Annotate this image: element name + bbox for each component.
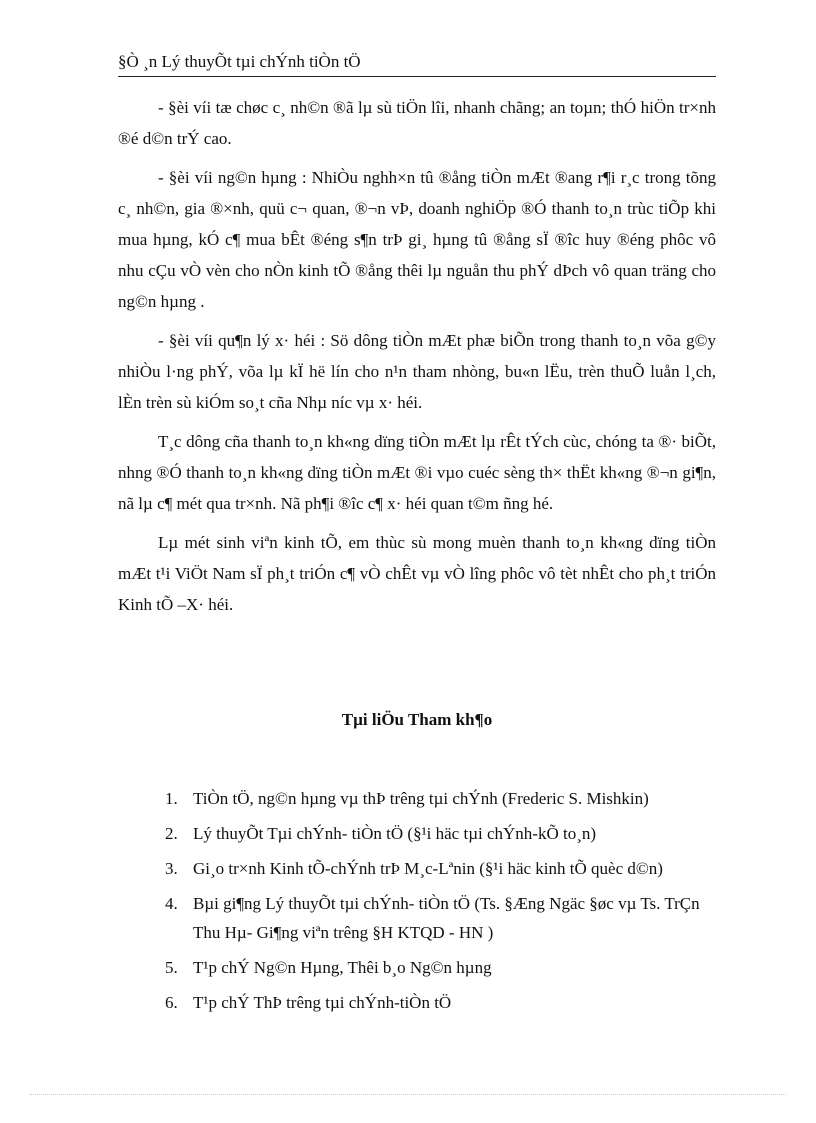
reference-item — [165, 988, 725, 1017]
paragraph: - §èi víi tæ chøc c¸ nh©n ®ã lµ sù tiÖn lîi, nhanh chãng; an toµn; thÓ hiÖn tr×nh ®é d©n trÝ cao. — [118, 98, 716, 148]
references-heading: Tµi liÖu Tham kh¶o — [341, 710, 493, 729]
paragraph: - §èi víi qu¶n lý x· héi : Sö dông tiÒn mÆt phæ biÕn trong thanh to¸n võa g©y nhiÒu l·ng phÝ, võa lµ kÏ hë lín cho n¹n tham nhòng, bu«n lËu, trèn thuÕ luån l¸ch, lÈn trèn sù kiÓm so¸t cña Nhµ níc vµ x· héi. — [118, 331, 716, 412]
page-header — [118, 50, 716, 77]
reference-item — [165, 953, 725, 982]
reference-item — [165, 819, 725, 848]
reference-number: 3. — [165, 859, 178, 878]
reference-number: 6. — [165, 993, 178, 1012]
paragraph: T¸c dông cña thanh to¸n kh«ng dïng tiÒn mÆt lµ rÊt tÝch cùc, chóng ta ®· biÕt, nhng ®Ó thanh to¸n kh«ng dïng tiÒn mÆt ®i vµo cuéc sèng th× thËt kh«ng ®¬n gi¶n, nã lµ c¶ mét qua tr×nh. Nã ph¶i ®îc c¶ x· héi quan t©m ñng hé. — [118, 432, 716, 513]
reference-number: 4. — [165, 894, 178, 913]
reference-text: T¹p chÝ Ng©n Hµng, Thêi b¸o Ng©n hµng — [193, 958, 492, 977]
paragraph: - §èi víi ng©n hµng : NhiÒu nghh×n tû ®ång tiÒn mÆt ®ang r¶i r¸c trong tõng c¸ nh©n, gia ®×nh, quü c¬ quan, ®¬n vÞ, doanh nghiÖp ®Ó thanh to¸n trùc tiÕp khi mua hµng, kÓ c¶ mua bÊt ®éng s¶n trÞ gi¸ hµng tû ®ång sÏ ®îc huy ®éng phôc vô nhu cÇu vÒ vèn cho nÒn kinh tÕ ®ång thêi lµ nguån thu phÝ dÞch vô quan träng cho ng©n hµng . — [118, 168, 716, 311]
reference-number: 5. — [165, 958, 178, 977]
reference-text: T¹p chÝ ThÞ trêng tµi chÝnh-tiÒn tÖ — [193, 993, 452, 1012]
reference-number: 1. — [165, 789, 178, 808]
document-title: §Ò ¸n Lý thuyÕt tµi chÝnh tiÒn tÖ — [118, 52, 361, 71]
paragraph: Lµ mét sinh viªn kinh tÕ, em thùc sù mong muèn thanh to¸n kh«ng dïng tiÒn mÆt t¹i ViÖt Nam sÏ ph¸t triÓn c¶ vÒ chÊt vµ vÒ lîng phôc vô tèt nhÊt cho ph¸t triÓn Kinh tÕ –X· héi. — [118, 533, 716, 614]
reference-text: Gi¸o tr×nh Kinh tÕ-chÝnh trÞ M¸c-Lªnin (§¹i häc kinh tÕ quèc d©n) — [193, 859, 663, 878]
body-text — [118, 92, 716, 628]
reference-item — [165, 889, 725, 947]
page-bottom-divider — [30, 1094, 786, 1095]
reference-text: Bµi gi¶ng Lý thuyÕt tµi chÝnh- tiÒn tÖ (Ts. §Æng Ngäc §øc vµ Ts. TrÇn Thu Hµ- Gi¶ng viªn trêng §H KTQD - HN ) — [193, 894, 700, 942]
references-list — [165, 784, 725, 1023]
reference-text: TiÒn tÖ, ng©n hµng vµ thÞ trêng tµi chÝnh (Frederic S. Mishkin) — [193, 789, 649, 808]
reference-item — [165, 784, 725, 813]
reference-number: 2. — [165, 824, 178, 843]
reference-text: Lý thuyÕt Tµi chÝnh- tiÒn tÖ (§¹i häc tµi chÝnh-kÕ to¸n) — [193, 824, 597, 843]
reference-item — [165, 854, 725, 883]
